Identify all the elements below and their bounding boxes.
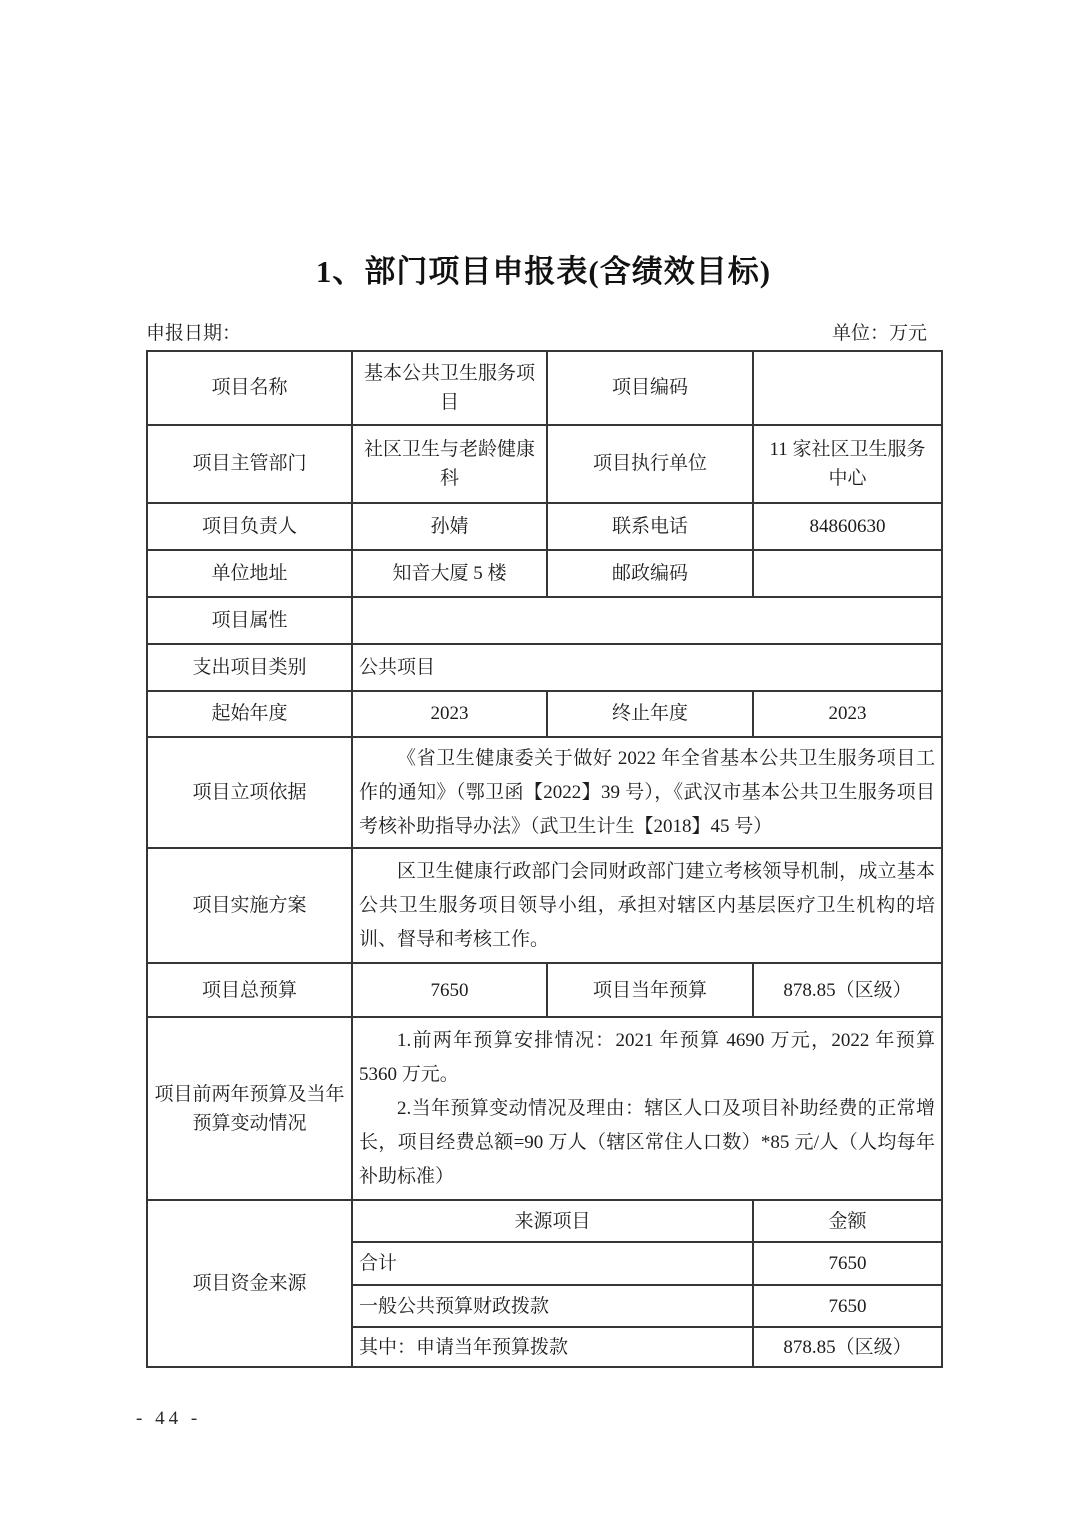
table-meta-row [146, 318, 941, 345]
year-budget-label: 项目当年预算 [547, 963, 753, 1017]
row-history [147, 1017, 942, 1200]
end-year-label: 终止年度 [547, 691, 753, 737]
postcode-value [753, 550, 942, 597]
history-paragraph-2: 2.当年预算变动情况及理由：辖区人口及项目补助经费的正常增长，项目经费总额=90 万人（辖区常住人口数）*85 元/人（人均每年补助标准） [359, 1098, 935, 1187]
page-title: 1、部门项目申报表(含绩效目标) [315, 254, 772, 289]
funding-amount-total: 7650 [753, 1242, 942, 1285]
executor-value: 11 家社区卫生服务中心 [753, 425, 942, 503]
funding-amount-general: 7650 [753, 1285, 942, 1327]
leader-value: 孙婧 [352, 503, 547, 550]
history-value [352, 1017, 942, 1200]
postcode-label: 邮政编码 [547, 550, 753, 597]
basis-paragraph: 《省卫生健康委关于做好 2022 年全省基本公共卫生服务项目工作的通知》（鄂卫函【2022】39 号），《武汉市基本公共卫生服务项目考核补助指导办法》（武卫生计生【2018】45 号） [359, 748, 935, 837]
address-value: 知音大厦 5 楼 [352, 550, 547, 597]
project-code-label: 项目编码 [547, 351, 753, 425]
funding-source-general: 一般公共预算财政拨款 [352, 1285, 753, 1327]
unit-label: 单位：万元 [831, 323, 927, 344]
start-year-value: 2023 [352, 691, 547, 737]
basis-label: 项目立项依据 [147, 737, 352, 848]
end-year-value: 2023 [753, 691, 942, 737]
funding-amount-header: 金额 [753, 1200, 942, 1242]
dept-value: 社区卫生与老龄健康科 [352, 425, 547, 503]
project-application-table [146, 350, 943, 1368]
attribute-value [352, 597, 942, 644]
row-plan [147, 848, 942, 963]
plan-label: 项目实施方案 [147, 848, 352, 963]
history-label: 项目前两年预算及当年预算变动情况 [147, 1017, 352, 1200]
year-budget-value: 878.85（区级） [753, 963, 942, 1017]
category-label: 支出项目类别 [147, 644, 352, 691]
funding-source-current: 其中：申请当年预算拨款 [352, 1327, 753, 1367]
start-year-label: 起始年度 [147, 691, 352, 737]
history-paragraph-1: 1.前两年预算安排情况：2021 年预算 4690 万元，2022 年预算 5360 万元。 [359, 1030, 935, 1086]
row-basis [147, 737, 942, 848]
row-address [147, 550, 942, 597]
row-dept [147, 425, 942, 503]
row-attribute [147, 597, 942, 644]
funding-source-header: 来源项目 [352, 1200, 753, 1242]
project-name-value: 基本公共卫生服务项目 [352, 351, 547, 425]
row-project-name [147, 351, 942, 425]
phone-label: 联系电话 [547, 503, 753, 550]
category-value: 公共项目 [352, 644, 942, 691]
phone-value: 84860630 [753, 503, 942, 550]
row-category [147, 644, 942, 691]
total-budget-value: 7650 [352, 963, 547, 1017]
address-label: 单位地址 [147, 550, 352, 597]
leader-label: 项目负责人 [147, 503, 352, 550]
basis-value [352, 737, 942, 848]
row-budget [147, 963, 942, 1017]
row-leader [147, 503, 942, 550]
plan-paragraph: 区卫生健康行政部门会同财政部门建立考核领导机制，成立基本公共卫生服务项目领导小组，承担对辖区内基层医疗卫生机构的培训、督导和考核工作。 [359, 861, 935, 950]
project-name-label: 项目名称 [147, 351, 352, 425]
funding-source-total: 合计 [352, 1242, 753, 1285]
executor-label: 项目执行单位 [547, 425, 753, 503]
total-budget-label: 项目总预算 [147, 963, 352, 1017]
page-number: - 44 - [136, 1408, 202, 1429]
dept-label: 项目主管部门 [147, 425, 352, 503]
project-code-value [753, 351, 942, 425]
row-funding-header [147, 1200, 942, 1242]
funding-label: 项目资金来源 [147, 1200, 352, 1367]
row-years [147, 691, 942, 737]
attribute-label: 项目属性 [147, 597, 352, 644]
declare-date-label: 申报日期： [146, 323, 242, 344]
funding-amount-current: 878.85（区级） [753, 1327, 942, 1367]
plan-value [352, 848, 942, 963]
